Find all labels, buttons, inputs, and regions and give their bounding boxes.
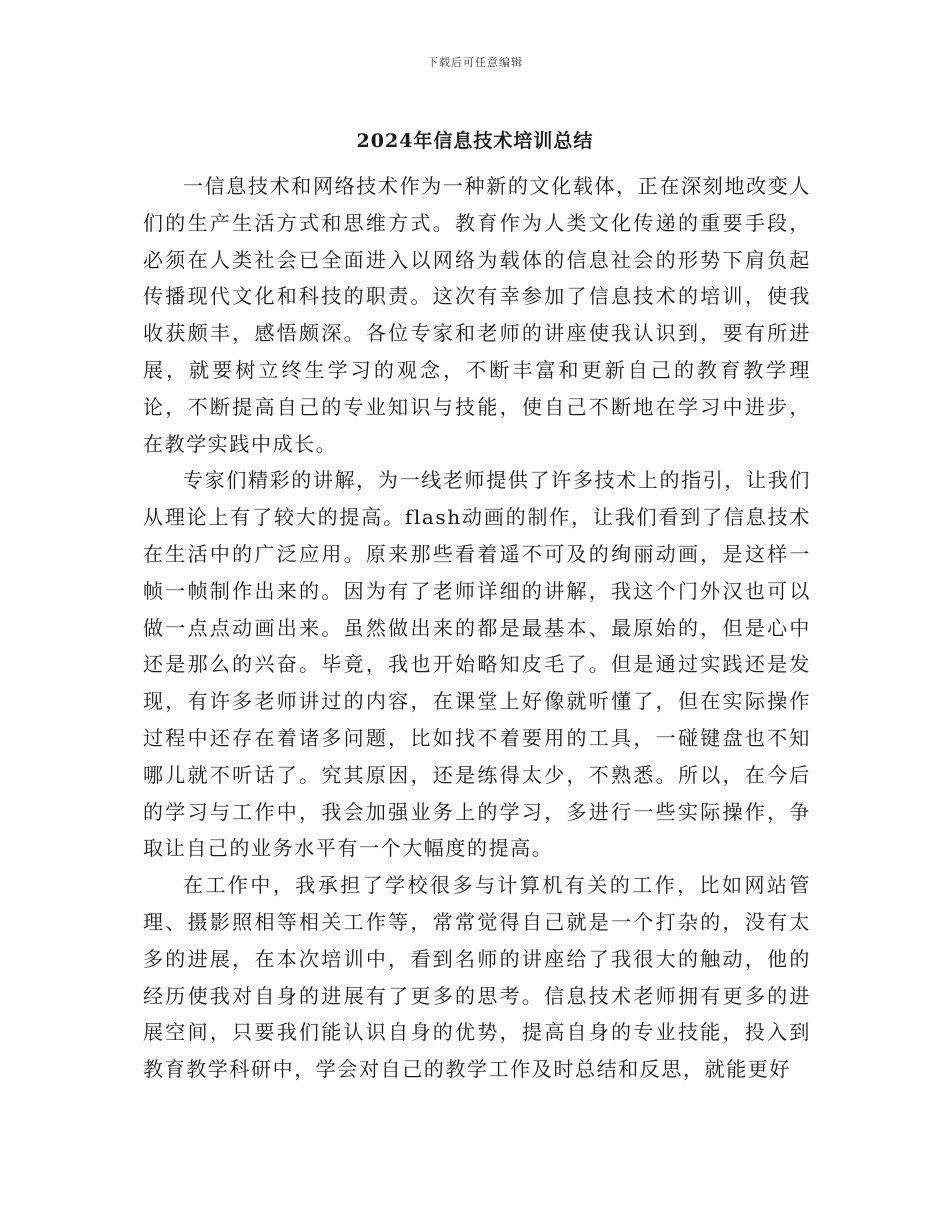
document-body xyxy=(143,168,811,1088)
document-title: 2024年信息技术培训总结 xyxy=(356,130,594,152)
paragraph-2: 专家们精彩的讲解，为一线老师提供了许多技术上的指引，让我们从理论上有了较大的提高。flash动画的制作，让我们看到了信息技术在生活中的广泛应用。原来那些看着遥不可及的绚丽动画，是这样一帧一帧制作出来的。因为有了老师详细的讲解，我这个门外汉也可以做一点点动画出来。虽然做出来的都是最基本、最原始的，但是心中还是那么的兴奋。毕竟，我也开始略知皮毛了。但是通过实践还是发现，有许多老师讲过的内容，在课堂上好像就听懂了，但在实际操作过程中还存在着诸多问题，比如找不着要用的工具，一碰键盘也不知哪儿就不听话了。究其原因，还是练得太少，不熟悉。所以，在今后的学习与工作中，我会加强业务上的学习，多进行一些实际操作，争取让自己的业务水平有一个大幅度的提高。 xyxy=(143,468,811,861)
paragraph-3: 在工作中，我承担了学校很多与计算机有关的工作，比如网站管理、摄影照相等相关工作等，常常觉得自己就是一个打杂的，没有太多的进展，在本次培训中，看到名师的讲座给了我很大的触动，他的经历使我对自身的进展有了更多的思考。信息技术老师拥有更多的进展空间，只要我们能认识自身的优势，提高自身的专业技能，投入到教育教学科研中，学会对自己的教学工作及时总结和反思，就能更好 xyxy=(143,873,811,1082)
paragraph-1: 一信息技术和网络技术作为一种新的文化载体，正在深刻地改变人们的生产生活方式和思维方式。教育作为人类文化传递的重要手段，必须在人类社会已全面进入以网络为载体的信息社会的形势下肩负起传播现代文化和科技的职责。这次有幸参加了信息技术的培训，使我收获颇丰，感悟颇深。各位专家和老师的讲座使我认识到，要有所进展，就要树立终生学习的观念，不断丰富和更新自己的教育教学理论，不断提高自己的专业知识与技能，使自己不断地在学习中进步，在教学实践中成长。 xyxy=(143,174,811,456)
page-header-note: 下载后可任意编辑 xyxy=(427,56,523,69)
